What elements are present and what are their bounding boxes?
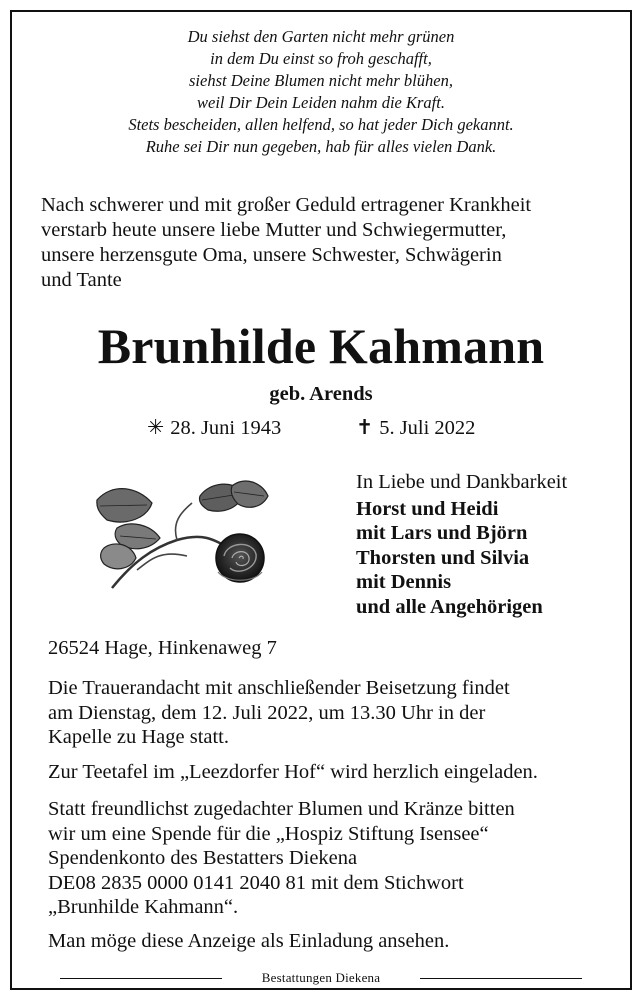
donation-line: wir um eine Spende für die „Hospiz Stiftung Isensee“: [48, 822, 489, 845]
invitation-note: [48, 929, 618, 954]
signature-block: [356, 470, 567, 619]
cross-icon: ✝: [356, 417, 374, 439]
footer: [0, 968, 642, 988]
undertaker-name: Bestattungen Diekena: [261, 970, 381, 985]
poem-line: Ruhe sei Dir nun gegeben, hab für alles vielen Dank.: [145, 137, 497, 156]
death-announcement-intro: [41, 193, 601, 293]
family-line: mit Lars und Björn: [356, 522, 528, 544]
service-line: am Dienstag, dem 12. Juli 2022, um 13.30 Uhr in der: [48, 701, 486, 724]
donation-request: [48, 797, 618, 920]
family-line: Horst und Heidi: [356, 497, 499, 520]
signature-lead: In Liebe und Dankbarkeit: [356, 471, 568, 493]
donation-line: Statt freundlichst zugedachter Blumen und Kränze bitten: [48, 798, 515, 820]
intro-line: Nach schwerer und mit großer Geduld ertragener Krankheit: [41, 194, 532, 216]
intro-line: und Tante: [41, 269, 122, 291]
poem-line: in dem Du einst so froh geschafft,: [210, 49, 432, 68]
family-line: mit Dennis: [356, 571, 452, 593]
family-address: 26524 Hage, Hinkenaweg 7: [48, 637, 277, 659]
donation-line: „Brunhilde Kahmann“.: [48, 896, 239, 918]
deceased-name: Brunhilde Kahmann: [97, 318, 545, 374]
family-line: und alle Angehörigen: [356, 595, 543, 618]
poem-line: siehst Deine Blumen nicht mehr blühen,: [189, 71, 453, 90]
family-line: Thorsten und Silvia: [356, 546, 530, 569]
intro-line: unsere herzensgute Oma, unsere Schwester, Schwägerin: [41, 244, 502, 266]
intro-line: verstarb heute unsere liebe Mutter und Schwiegermutter,: [41, 219, 507, 241]
invitation-line: Man möge diese Anzeige als Einladung ansehen.: [48, 930, 450, 952]
memorial-poem: [0, 26, 642, 158]
death-date: [356, 415, 475, 441]
death-date-text: 5. Juli 2022: [379, 417, 476, 439]
donation-line: Spendenkonto des Bestatters Diekena: [48, 847, 358, 869]
poem-line: Du siehst den Garten nicht mehr grünen: [187, 27, 455, 46]
tea-line: Zur Teetafel im „Leezdorfer Hof“ wird herzlich eingeladen.: [48, 761, 538, 783]
service-line: Kapelle zu Hage statt.: [48, 726, 230, 748]
tea-invitation: [48, 760, 618, 785]
birth-date-text: 28. Juni 1943: [170, 417, 282, 439]
deceased-birth-name: geb. Arends: [269, 383, 373, 405]
rose-with-leaves-illustration: [92, 478, 272, 598]
donation-line: DE08 2835 0000 0141 2040 81 mit dem Stichwort: [48, 871, 464, 894]
funeral-service-info: [48, 676, 618, 750]
poem-line: Stets bescheiden, allen helfend, so hat jeder Dich gekannt.: [128, 115, 514, 134]
service-line: Die Trauerandacht mit anschließender Beisetzung findet: [48, 677, 510, 699]
star-icon: ✳: [147, 417, 165, 439]
poem-line: weil Dir Dein Leiden nahm die Kraft.: [197, 93, 445, 112]
birth-date: [147, 415, 281, 441]
